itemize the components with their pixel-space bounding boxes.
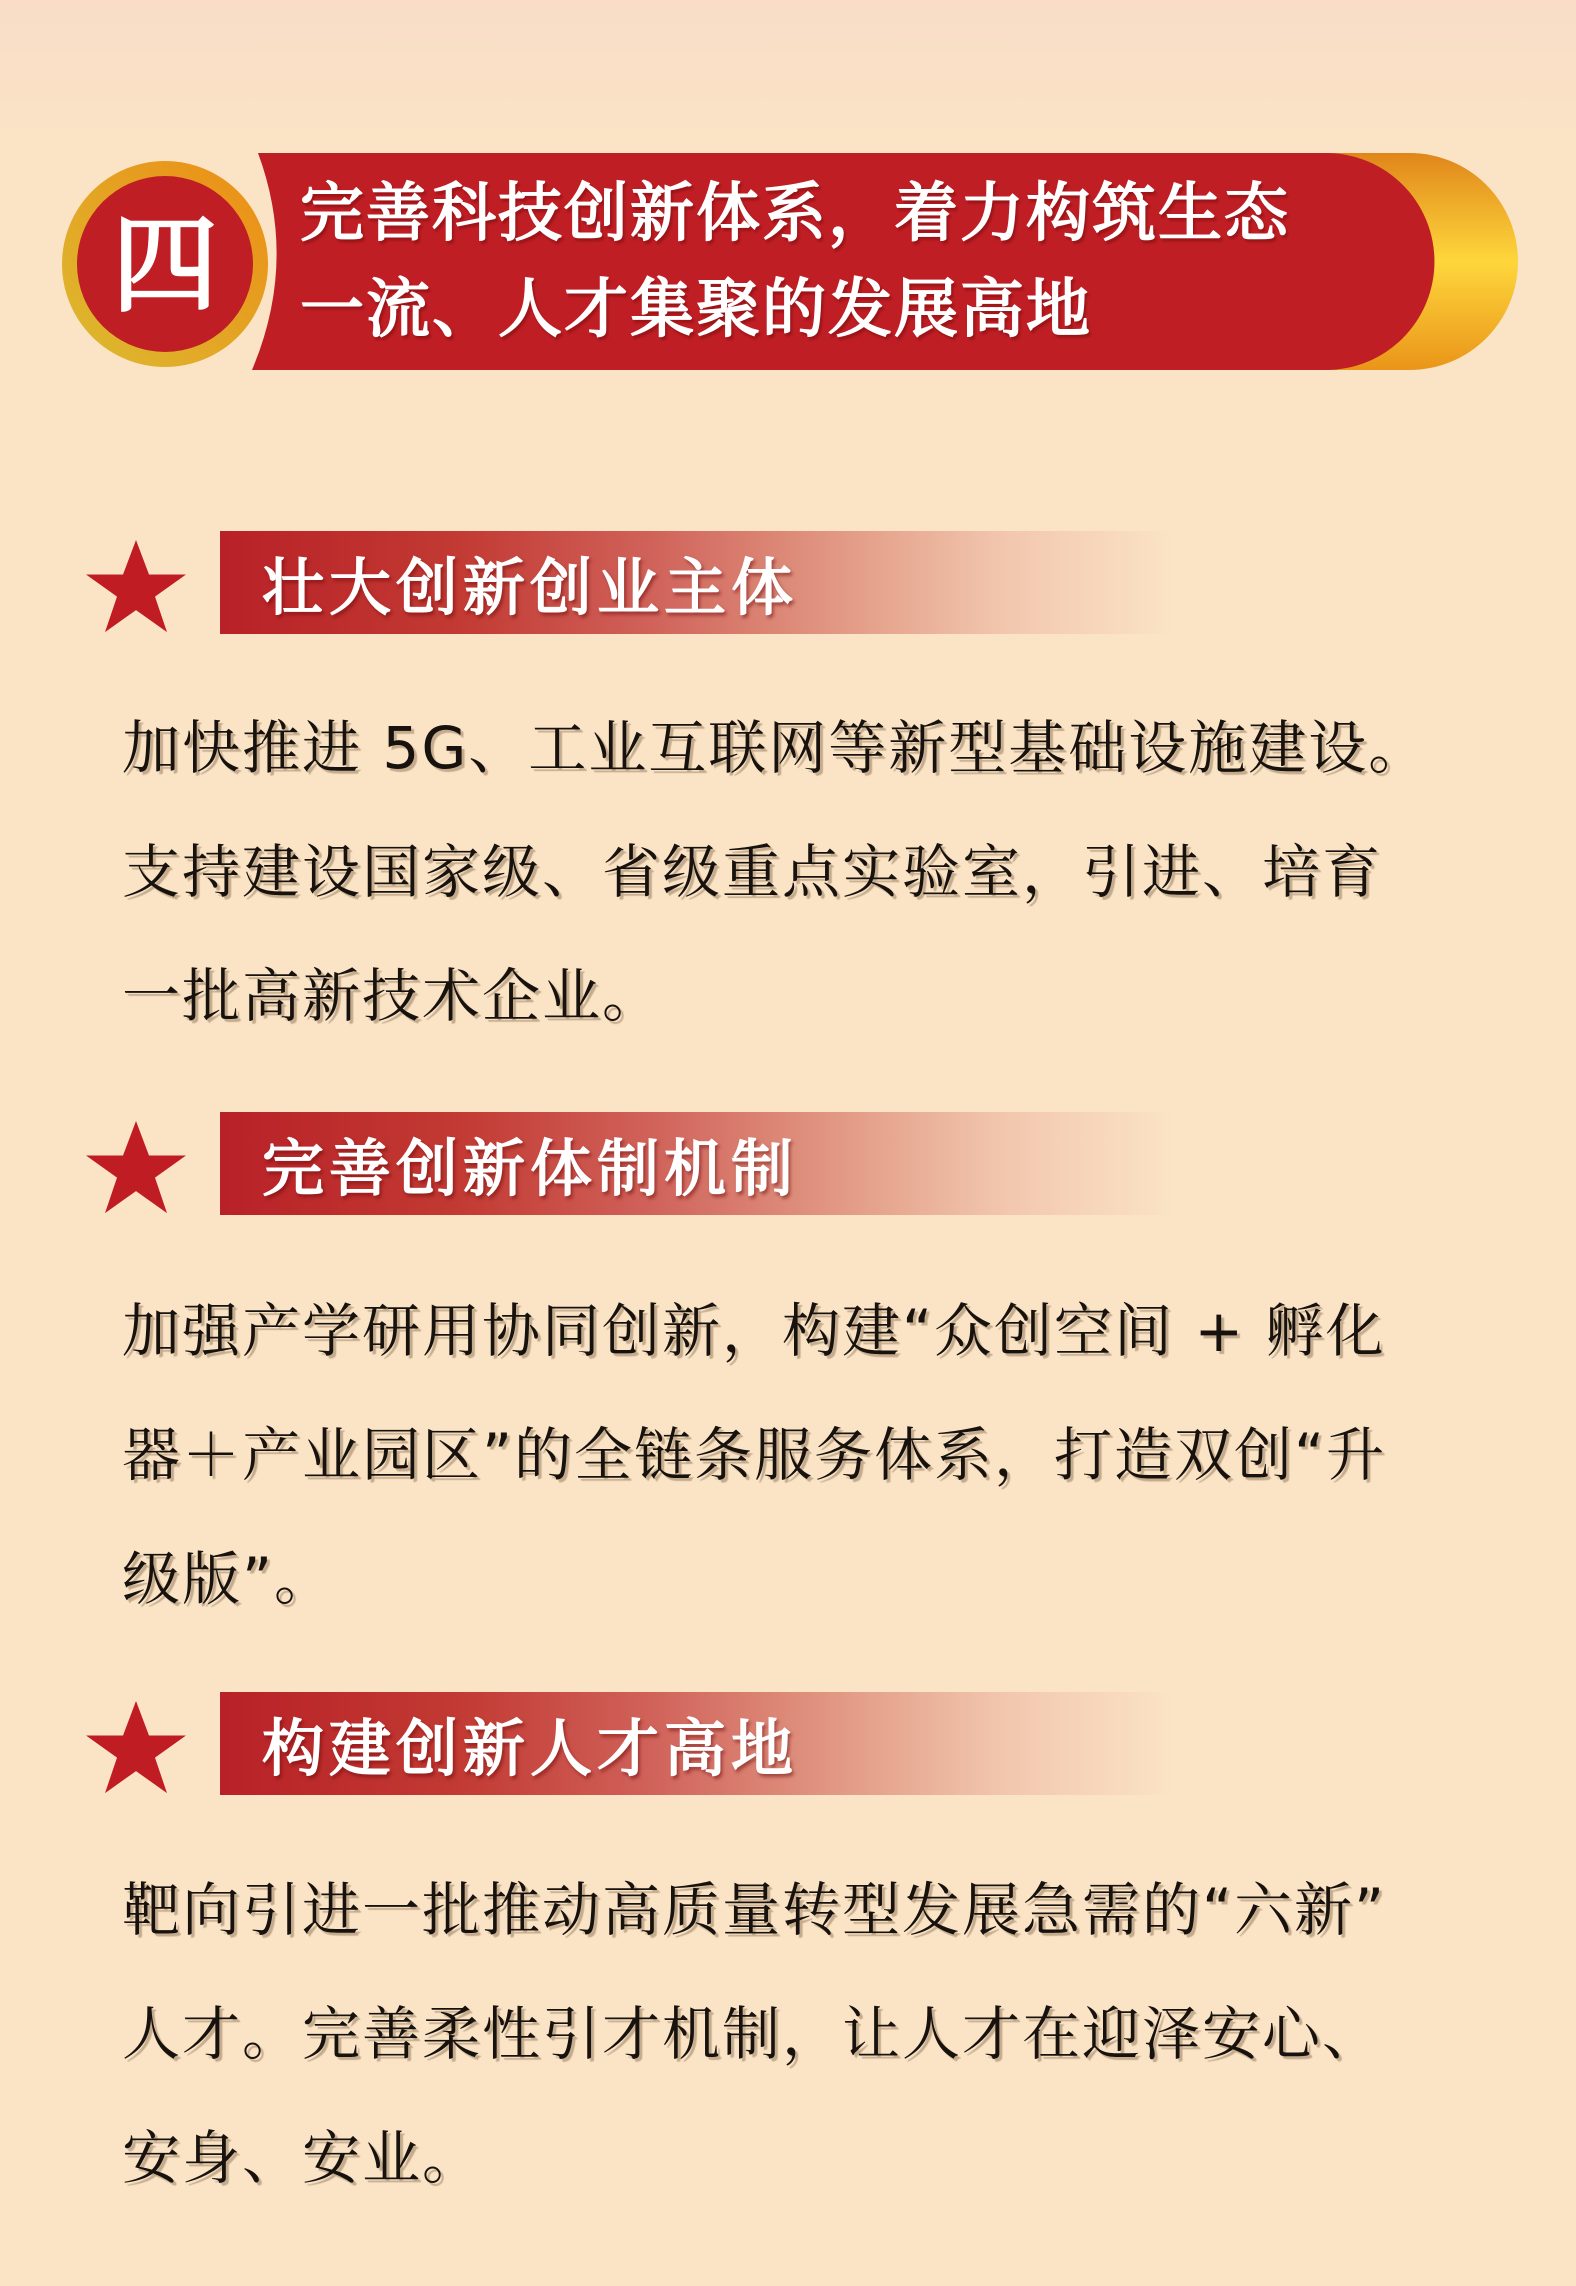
body-line: 安身、安业。 (122, 2124, 483, 2192)
body-line: 器＋产业园区”的全链条服务体系，打造双创“升 (122, 1421, 1387, 1489)
page-title-line1: 完善科技创新体系，着力构筑生态 (300, 177, 1290, 251)
section-header-2 (220, 1112, 1178, 1215)
star-icon (86, 540, 186, 636)
section-body-3 (122, 1843, 1542, 2215)
section-title: 壮大创新创业主体 (262, 551, 799, 624)
section-body-2 (122, 1264, 1542, 1636)
star-icon (86, 1701, 186, 1797)
body-line: 靶向引进一批推动高质量转型发展急需的“六新” (122, 1876, 1387, 1944)
section-header-3 (220, 1692, 1178, 1795)
badge-number: 四 (112, 204, 218, 327)
body-line: 一批高新技术企业。 (122, 962, 663, 1030)
body-line: 级版”。 (122, 1545, 335, 1613)
section-title: 构建创新人才高地 (262, 1712, 799, 1785)
section-body-1 (122, 681, 1542, 1053)
body-line: 加强产学研用协同创新，构建“众创空间 + 孵化 (122, 1297, 1386, 1365)
star-icon (86, 1121, 186, 1217)
section-title: 完善创新体制机制 (262, 1132, 799, 1205)
body-line: 加快推进 5G、工业互联网等新型基础设施建设。 (122, 714, 1429, 782)
section-header-1 (220, 531, 1178, 634)
page-title-line2: 一流、人才集聚的发展高地 (300, 273, 1092, 347)
page-title (300, 166, 1290, 358)
body-line: 人才。完善柔性引才机制，让人才在迎泽安心、 (122, 2000, 1383, 2068)
body-line: 支持建设国家级、省级重点实验室，引进、培育 (122, 838, 1383, 906)
